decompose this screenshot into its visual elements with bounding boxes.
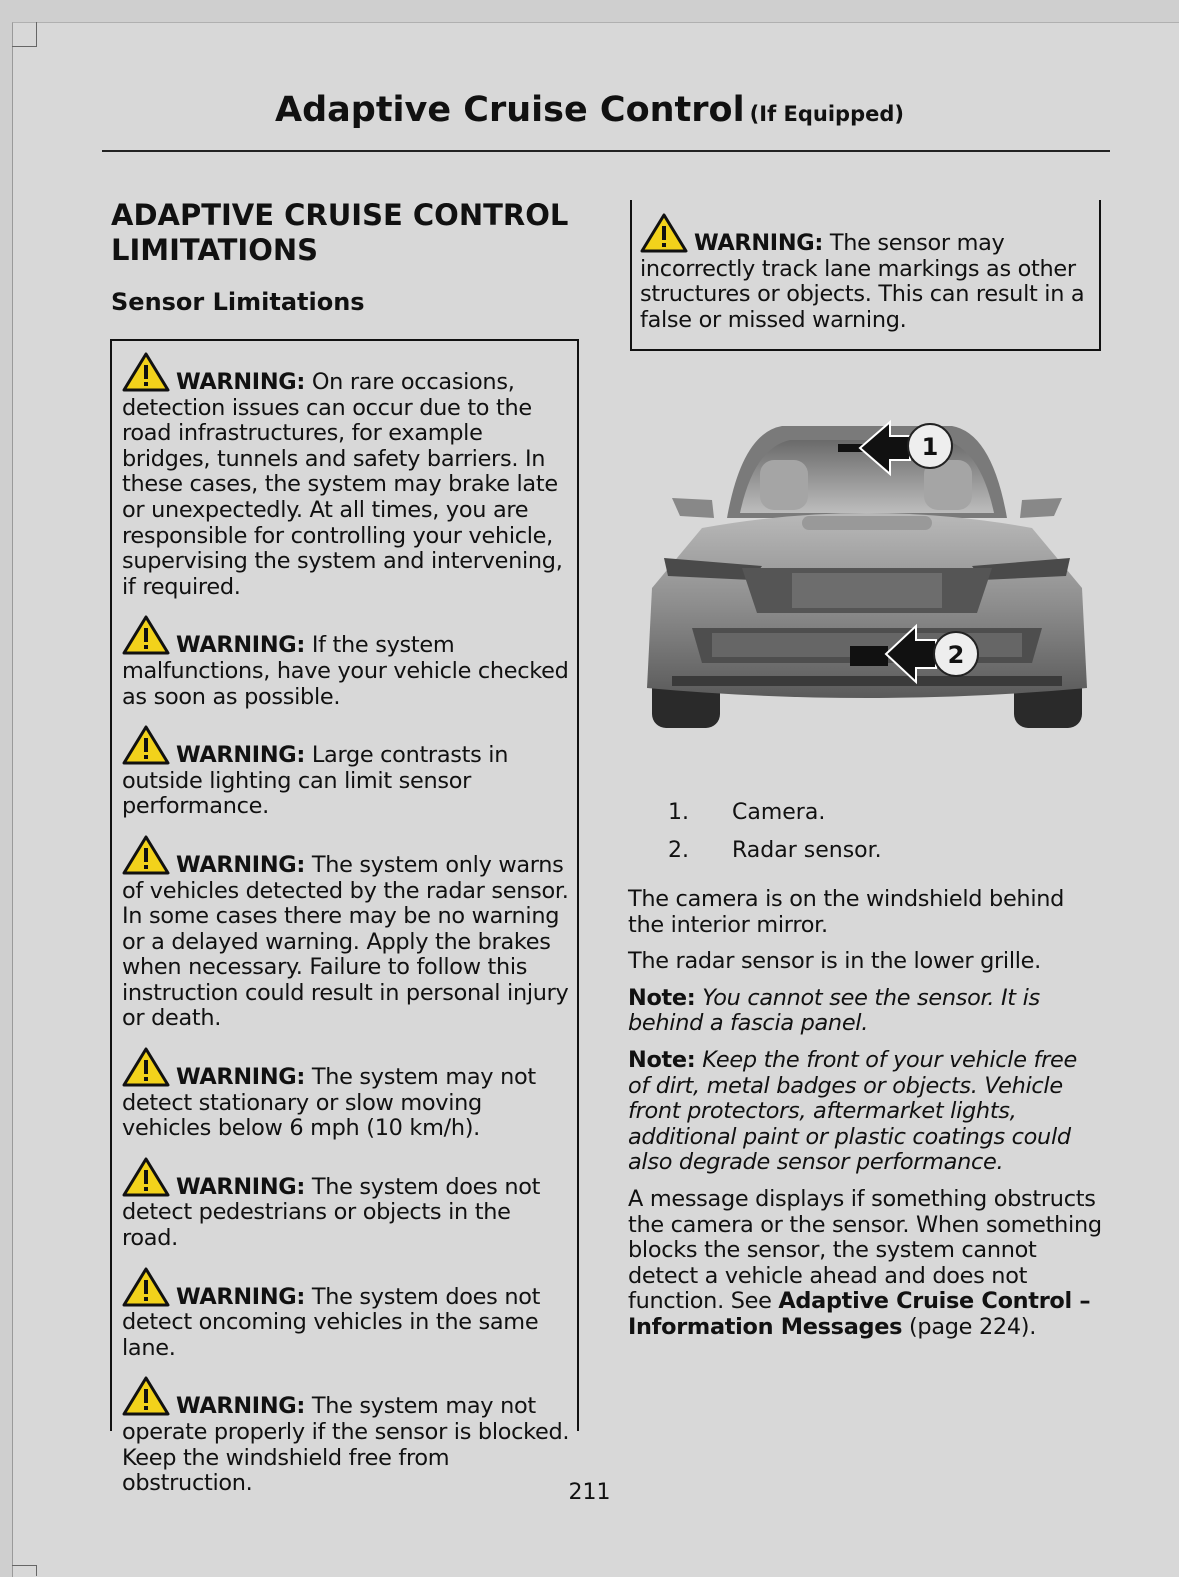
- warning-item: [640, 212, 1091, 333]
- list-item: [668, 838, 882, 876]
- warning-label: WARNING:: [176, 1173, 306, 1200]
- warning-triangle-icon: [122, 1046, 170, 1088]
- list-item: [668, 800, 882, 838]
- callout-2: 2: [947, 641, 965, 669]
- figure-legend: [668, 800, 882, 876]
- vehicle-front-illustration: [632, 408, 1102, 738]
- page-reference: (page 224).: [902, 1313, 1037, 1340]
- page-header: [0, 90, 1179, 130]
- paragraph: The radar sensor is in the lower grille.: [628, 948, 1041, 975]
- warning-triangle-icon: [122, 614, 170, 656]
- callout-1: 1: [921, 433, 939, 461]
- warning-text: On rare occasions, detection issues can occur due to the road infrastructures, for example bridges, tunnels and safety barriers. In these cases, the system may brake late or unexpectedly. At all times, you are responsible for controlling your vehicle, supervising the system and intervening, if required.: [122, 369, 563, 600]
- warning-text: The system does not detect oncoming vehicles in the same lane.: [122, 1283, 541, 1361]
- note-text: Keep the front of your vehicle free of dirt, metal badges or objects. Vehicle front protectors, aftermarket lights, additional paint or plastic coatings could also degrade sensor performance.: [628, 1046, 1077, 1176]
- note-text: You cannot see the sensor. It is behind a fascia panel.: [628, 984, 1040, 1037]
- legend-text: Camera.: [732, 800, 826, 825]
- warning-item: [122, 1156, 571, 1252]
- warning-item: [122, 1046, 571, 1142]
- crop-mark-bottom-left: [12, 1565, 37, 1576]
- warning-triangle-icon: [640, 212, 688, 254]
- warning-text: The system only warns of vehicles detected by the radar sensor. In some cases there may be no warning or a delayed warning. Apply the brakes when necessary. Failure to follow this instruction could result in personal injury or death.: [122, 851, 569, 1032]
- note: [628, 1048, 1103, 1176]
- subsection-title: Sensor Limitations: [111, 288, 365, 316]
- legend-number: 1.: [668, 800, 689, 825]
- note-label: Note:: [628, 984, 696, 1011]
- warning-label: WARNING:: [176, 742, 306, 769]
- warning-triangle-icon: [122, 1266, 170, 1308]
- legend-number: 2.: [668, 838, 689, 863]
- paragraph: [628, 1187, 1103, 1341]
- warning-text: If the system malfunctions, have your vehicle checked as soon as possible.: [122, 632, 569, 710]
- warning-label: WARNING:: [176, 1064, 306, 1091]
- section-title: ADAPTIVE CRUISE CONTROL LIMITATIONS: [111, 198, 569, 267]
- note: [628, 986, 1103, 1037]
- warning-triangle-icon: [122, 1375, 170, 1417]
- warning-triangle-icon: [122, 1156, 170, 1198]
- warning-item: [122, 1375, 571, 1496]
- warning-label: WARNING:: [694, 230, 824, 256]
- warning-item: [122, 351, 571, 600]
- warning-triangle-icon: [122, 834, 170, 876]
- warning-label: WARNING:: [176, 369, 306, 395]
- warning-text: Large contrasts in outside lighting can limit sensor performance.: [122, 742, 509, 820]
- cross-reference-link[interactable]: Adaptive Cruise Control – Information Messages: [628, 1288, 1091, 1340]
- legend-text: Radar sensor.: [732, 838, 882, 863]
- warning-label: WARNING:: [176, 851, 306, 878]
- warning-triangle-icon: [122, 351, 170, 393]
- warning-triangle-icon: [122, 724, 170, 766]
- warning-text: The system may not detect stationary or slow moving vehicles below 6 mph (10 km/h).: [122, 1064, 536, 1142]
- warning-label: WARNING:: [176, 1283, 306, 1310]
- header-divider: [102, 150, 1110, 152]
- page-number: 211: [568, 1480, 611, 1505]
- body-text: [628, 887, 1103, 1352]
- warning-label: WARNING:: [176, 1393, 306, 1420]
- warning-label: WARNING:: [176, 632, 306, 659]
- crop-mark-top-left: [12, 22, 37, 47]
- paragraph: The camera is on the windshield behind the interior mirror.: [628, 886, 1065, 938]
- note-label: Note:: [628, 1046, 696, 1073]
- warning-text: The system does not detect pedestrians or objects in the road.: [122, 1173, 541, 1252]
- warning-box-right: [630, 200, 1101, 351]
- warnings-box-left: [110, 339, 579, 1497]
- warning-item: [122, 1266, 571, 1362]
- warning-text: The sensor may incorrectly track lane markings as other structures or objects. This can result in a false or missed warning.: [640, 230, 1085, 333]
- paragraph-text: A message displays if something obstructs the camera or the sensor. When something blocks the sensor, the system cannot detect a vehicle ahead and does not function. See: [628, 1185, 1102, 1315]
- header-subtitle: (If Equipped): [749, 102, 904, 126]
- warning-item: [122, 834, 571, 1032]
- warning-text: The system may not operate properly if the sensor is blocked. Keep the windshield free from obstruction.: [122, 1393, 570, 1497]
- warning-item: [122, 614, 571, 710]
- warning-item: [122, 724, 571, 820]
- header-title: Adaptive Cruise Control: [275, 90, 745, 130]
